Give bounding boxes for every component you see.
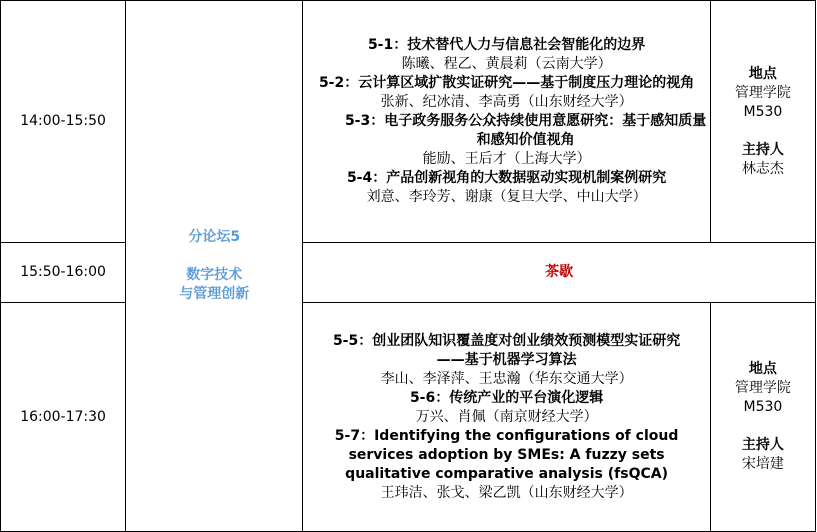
- forum-topic-line2: 与管理创新: [179, 286, 250, 302]
- paper-authors: 李山、李泽萍、王忠瀚（华东交通大学）: [380, 370, 633, 387]
- location-building: 管理学院: [734, 84, 791, 101]
- time-cell: 15:50-16:00: [1, 243, 126, 303]
- host-label: 主持人: [741, 141, 784, 158]
- location-building: 管理学院: [734, 380, 791, 396]
- forum-topic-line1: 数字技术: [186, 267, 243, 283]
- paper-authors: 万兴、肖佩（南京财经大学）: [415, 408, 598, 425]
- paper-authors: 陈曦、程乙、黄晨莉（云南大学）: [401, 56, 612, 72]
- paper-title: 5-7：Identifying the configurations of cloud services adoption by SMEs: A fuzzy sets qualitative comparative analysis (fsQCA): [334, 427, 679, 482]
- paper-authors: 张新、纪冰清、李高勇（山东财经大学）: [380, 94, 633, 110]
- session-row-1: [1, 1, 816, 243]
- location-label: 地点: [748, 65, 777, 82]
- forum-cell: [126, 1, 303, 532]
- paper-authors: 刘意、李玲芳、谢康（复旦大学、中山大学）: [366, 189, 647, 205]
- paper-title: 5-1：技术替代人力与信息社会智能化的边界: [367, 37, 646, 53]
- paper-title: 5-4：产品创新视角的大数据驱动实现机制案例研究: [346, 170, 667, 186]
- forum-name: 分论坛5: [188, 229, 241, 245]
- host-name: 宋培建: [741, 456, 784, 472]
- paper-title: 5-6：传统产业的平台演化逻辑: [409, 389, 604, 406]
- paper-authors: 王玮洁、张戈、梁乙凯（山东财经大学）: [380, 484, 633, 501]
- location-room: M530: [743, 399, 783, 415]
- session-row-2: [1, 303, 816, 532]
- paper-title: 5-5：创业团队知识覆盖度对创业绩效预测模型实证研究——基于机器学习算法: [332, 332, 681, 368]
- papers-cell: [303, 1, 710, 243]
- paper-title: 5-3：电子政务服务公众持续使用意愿研究：基于感知质量和感知价值视角: [344, 113, 707, 148]
- paper-authors: 能励、王后才（上海大学）: [422, 151, 591, 167]
- location-label: 地点: [748, 361, 777, 377]
- break-row: [1, 243, 816, 303]
- location-room: M530: [743, 103, 783, 120]
- paper-title: 5-2：云计算区域扩散实证研究——基于制度压力理论的视角: [318, 75, 695, 91]
- host-label: 主持人: [741, 437, 784, 453]
- papers-cell: [303, 303, 710, 532]
- host-name: 林志杰: [741, 160, 784, 177]
- tea-break-cell: 茶歇: [303, 243, 816, 303]
- venue-cell: [710, 303, 815, 532]
- venue-cell: [710, 1, 815, 243]
- time-cell: 14:00-15:50: [1, 1, 126, 243]
- time-cell: 16:00-17:30: [1, 303, 126, 532]
